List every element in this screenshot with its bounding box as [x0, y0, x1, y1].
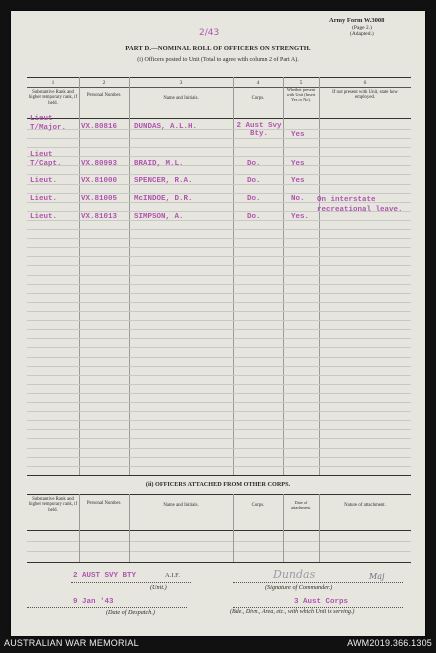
ruled-line	[27, 429, 411, 430]
cell-corps: 2 Aust Svy Bty.	[236, 122, 282, 138]
header-corps: Corps.	[251, 96, 265, 101]
cell-present: Yes	[291, 160, 305, 168]
cell-rank: Lieut.	[30, 195, 58, 203]
ruled-line	[27, 247, 411, 248]
cell-rank: Lieut T/Major.	[30, 115, 67, 132]
col-number: 3	[179, 80, 183, 86]
ruled-line	[27, 375, 411, 376]
cell-number: VX.80816	[81, 123, 118, 131]
signature-rank: Maj	[369, 572, 385, 581]
header-present: Whether present with Unit (Insert Yes or No).	[286, 87, 316, 102]
cell-number: VX.80993	[81, 160, 118, 168]
footer-accession: AWM2019.366.1305	[347, 638, 432, 648]
army-form-page: (Page 2.)	[352, 25, 372, 31]
cell-rank: Lieut.	[30, 177, 58, 185]
attached-header-corps: Corps.	[251, 503, 265, 508]
despatch-label: (Date of Despatch.)	[106, 609, 155, 616]
cell-name: McINDOE, D.R.	[134, 195, 193, 203]
army-form-number: Army Form W.3008	[329, 17, 385, 24]
ruled-line	[27, 347, 411, 348]
ruled-line	[27, 256, 411, 257]
ruled-line	[27, 229, 411, 230]
cell-corps: Do.	[247, 213, 261, 221]
header-number: Personal Number.	[86, 93, 122, 98]
part-title: PART D.—NOMINAL ROLL OF OFFICERS ON STRENGTH.	[125, 45, 311, 52]
ruled-line	[27, 411, 411, 412]
ruled-line	[27, 448, 411, 449]
cell-name: BRAID, M.L.	[134, 160, 184, 168]
col-number: 4	[256, 80, 260, 86]
cell-employed: On interstate recreational leave.	[317, 196, 403, 214]
ruled-line	[27, 265, 411, 266]
unit-suffix: A.I.F.	[165, 572, 180, 579]
ruled-line	[27, 357, 411, 358]
ruled-line	[27, 384, 411, 385]
footer-institution: AUSTRALIAN WAR MEMORIAL	[4, 638, 139, 648]
ruled-line	[27, 302, 411, 303]
army-form-adapted: (Adapted.)	[350, 31, 374, 37]
attached-header-number: Personal Number.	[86, 501, 122, 506]
ruled-line	[27, 156, 411, 157]
header-rank: Substantive Rank and higher temporary rank, if held.	[28, 90, 78, 106]
cell-name: DUNDAS, A.L.H.	[134, 123, 198, 131]
cell-rank: Lieut T/Capt.	[30, 151, 62, 168]
col-number: 2	[102, 80, 106, 86]
despatch-date: 9 Jan '43	[73, 598, 114, 606]
ruled-line	[27, 457, 411, 458]
cell-corps: Do.	[247, 195, 261, 203]
form-sheet	[11, 11, 425, 636]
ruled-line	[27, 466, 411, 467]
attached-title: (ii) OFFICERS ATTACHED FROM OTHER CORPS.	[145, 481, 291, 488]
ruled-line	[27, 238, 411, 239]
ruled-line	[27, 284, 411, 285]
col-number: 5	[299, 80, 303, 86]
cell-name: SPENCER, R.A.	[134, 177, 193, 185]
formation-value: 3 Aust Corps	[294, 598, 349, 606]
ruled-line	[27, 275, 411, 276]
ruled-line	[27, 438, 411, 439]
ruled-line	[27, 329, 411, 330]
page-number: 2/43	[199, 28, 220, 38]
commander-signature: Dundas	[273, 568, 316, 581]
attached-header-name: Name and Initials.	[163, 503, 199, 508]
cell-present: Yes.	[291, 213, 310, 221]
ruled-line	[27, 366, 411, 367]
attached-header-nature: Nature of attachment.	[344, 503, 386, 508]
cell-present: Yes	[291, 177, 305, 185]
cell-number: VX.81005	[81, 195, 118, 203]
ruled-line	[27, 402, 411, 403]
cell-present: No.	[291, 195, 305, 203]
formation-label: (Bde., Divn., Area, etc., with which Unit is serving.)	[230, 609, 355, 615]
ruled-line	[27, 138, 411, 139]
cell-rank: Lieut.	[30, 213, 58, 221]
ruled-line	[27, 320, 411, 321]
unit-value: 2 AUST SVY BTY	[73, 572, 137, 580]
cell-number: VX.81013	[81, 213, 118, 221]
unit-label: (Unit.)	[150, 584, 167, 591]
ruled-line	[27, 193, 411, 194]
attached-header-date: Date of attachment.	[291, 500, 311, 511]
col-number: 6	[363, 80, 367, 86]
ruled-line	[27, 393, 411, 394]
cell-name: SIMPSON, A.	[134, 213, 184, 221]
col-number: 1	[51, 80, 55, 86]
header-name: Name and Initials.	[163, 96, 199, 101]
part-subtitle: (i) Officers posted to Unit (Total to agree with column 2 of Part A).	[137, 57, 299, 63]
ruled-line	[27, 174, 411, 175]
ruled-line	[27, 311, 411, 312]
ruled-line	[27, 420, 411, 421]
attached-header-rank: Substantive Rank and higher temporary rank, if held.	[28, 497, 78, 513]
ruled-line	[27, 338, 411, 339]
cell-corps: Do.	[247, 177, 261, 185]
cell-present: Yes	[291, 131, 305, 139]
ruled-line	[27, 147, 411, 148]
ruled-line	[27, 293, 411, 294]
signature-label: (Signature of Commander.)	[265, 584, 333, 591]
header-employed: If not present with Unit, state how employed.	[332, 90, 398, 101]
cell-number: VX.81000	[81, 177, 118, 185]
cell-corps: Do.	[247, 160, 261, 168]
